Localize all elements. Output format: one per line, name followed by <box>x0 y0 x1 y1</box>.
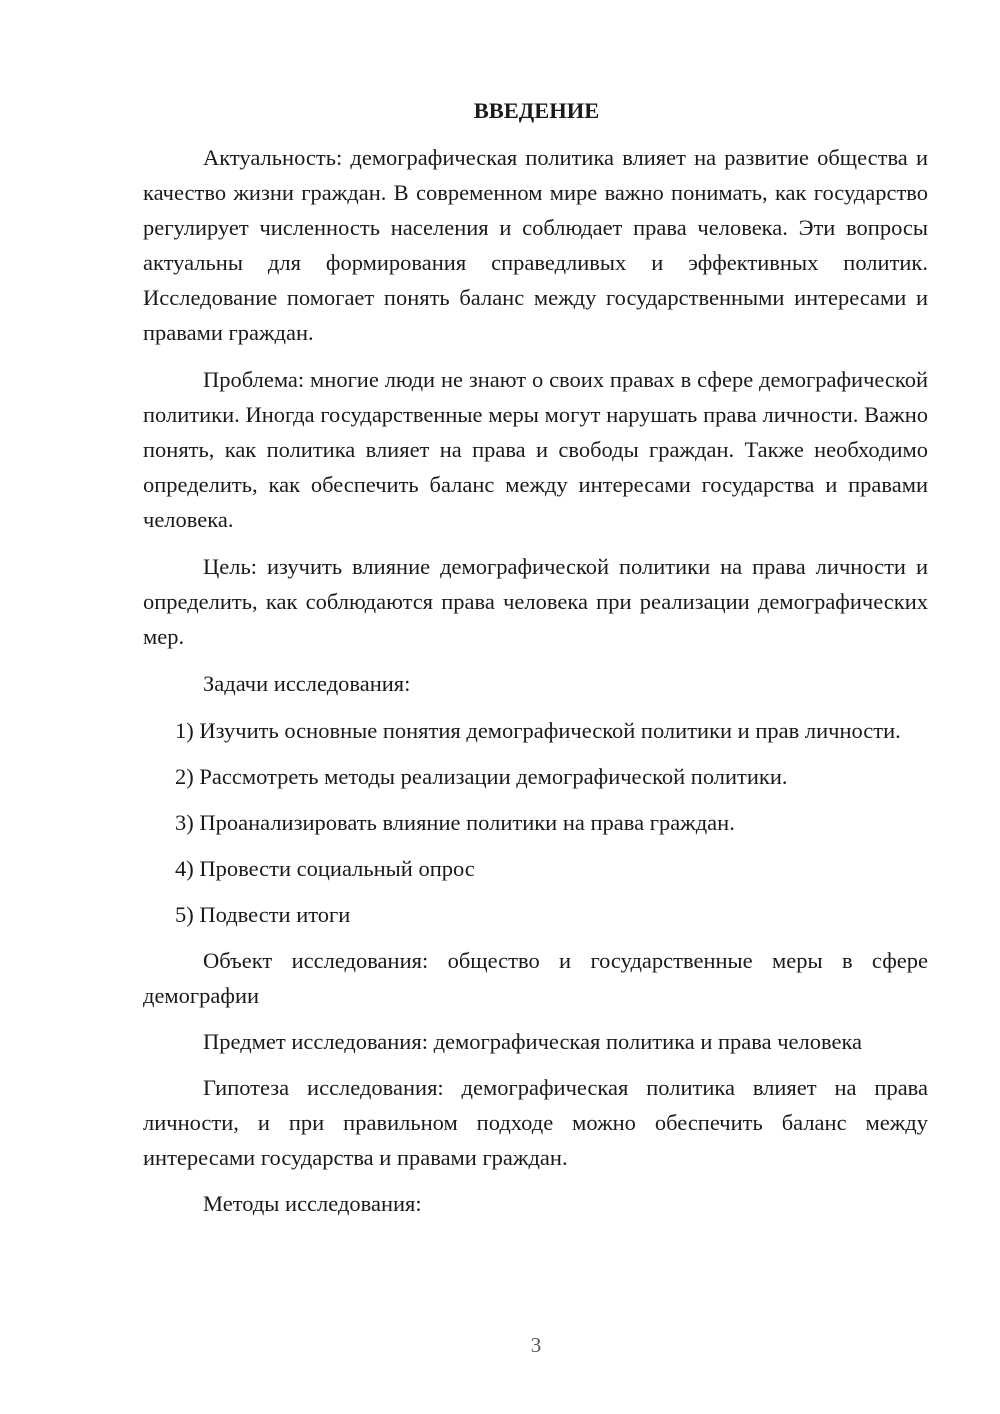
methods-title: Методы исследования: <box>203 1191 422 1216</box>
relevance-paragraph: Актуальность: демографическая политика влияет на развитие общества и качество жизни граждан. В современном мире важно понимать, как государство регулирует численность населения и соблюдает права человека. Эти вопросы актуальны для формирования справедливых и эффективных политик. Исследование помогает понять баланс между государственными интересами и правами граждан. <box>143 145 928 345</box>
subject-paragraph: Предмет исследования: демографическая политика и права человека <box>203 1029 863 1054</box>
page-content <box>143 93 928 1221</box>
object-paragraph: Объект исследования: общество и государственные меры в сфере демографии <box>143 948 928 1008</box>
hypothesis-paragraph: Гипотеза исследования: демографическая политика влияет на права личности, и при правильном подходе можно обеспечить баланс между интересами государства и правами граждан. <box>143 1075 928 1170</box>
page-number: 3 <box>530 1333 542 1357</box>
goal-paragraph: Цель: изучить влияние демографической политики на права личности и определить, как соблюдаются права человека при реализации демографических мер. <box>143 554 928 649</box>
task-item: 2) Рассмотреть методы реализации демографической политики. <box>175 764 788 789</box>
task-item: 4) Провести социальный опрос <box>175 856 475 881</box>
task-item: 1) Изучить основные понятия демографической политики и прав личности. <box>175 718 901 743</box>
problem-paragraph: Проблема: многие люди не знают о своих правах в сфере демографической политики. Иногда государственные меры могут нарушать права личности. Важно понять, как политика влияет на права и свободы граждан. Также необходимо определить, как обеспечить баланс между интересами государства и правами человека. <box>143 367 928 532</box>
section-heading: ВВЕДЕНИЕ <box>473 98 600 123</box>
task-item: 3) Проанализировать влияние политики на права граждан. <box>175 810 735 835</box>
tasks-title: Задачи исследования: <box>203 671 411 696</box>
task-item: 5) Подвести итоги <box>175 902 351 927</box>
